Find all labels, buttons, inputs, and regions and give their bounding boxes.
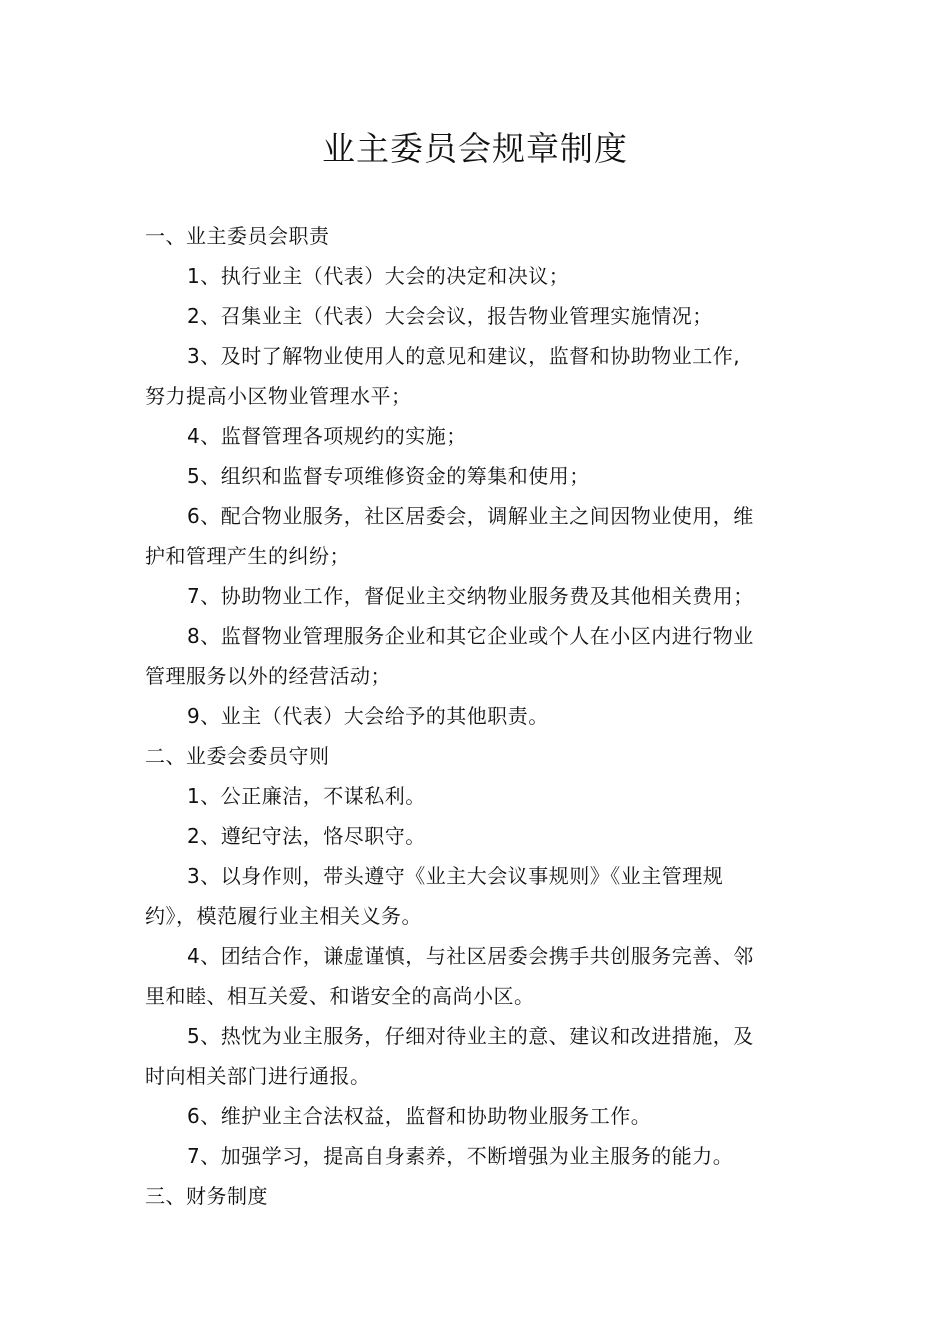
document-body (145, 216, 807, 1216)
text-line: 4、监督管理各项规约的实施； (187, 424, 467, 448)
document-title: 业主委员会规章制度 (322, 129, 628, 168)
text-line: 努力提高小区物业管理水平； (145, 384, 412, 408)
text-line: 3、以身作则，带头遵守《业主大会议事规则》《业主管理规 (187, 864, 724, 888)
text-line: 1、公正廉洁，不谋私利。 (187, 784, 426, 808)
text-line: 里和睦、相互关爱、和谐安全的高尚小区。 (145, 984, 535, 1008)
text-line: 三、财务制度 (145, 1184, 268, 1208)
text-line: 时向相关部门进行通报。 (145, 1064, 371, 1088)
text-line: 6、维护业主合法权益，监督和协助物业服务工作。 (187, 1104, 652, 1128)
text-line: 4、团结合作，谦虚谨慎，与社区居委会携手共创服务完善、邻 (187, 944, 754, 968)
text-line: 7、协助物业工作，督促业主交纳物业服务费及其他相关费用； (187, 584, 754, 608)
text-line: 二、业委会委员守则 (145, 744, 330, 768)
text-line: 管理服务以外的经营活动； (145, 664, 391, 688)
text-line: 9、业主（代表）大会给予的其他职责。 (187, 704, 549, 728)
text-line: 1、执行业主（代表）大会的决定和决议； (187, 264, 570, 288)
text-line: 6、配合物业服务，社区居委会，调解业主之间因物业使用，维 (187, 504, 754, 528)
text-line: 护和管理产生的纠纷； (145, 544, 350, 568)
text-line: 约》，模范履行业主相关义务。 (145, 904, 422, 928)
text-line: 一、业主委员会职责 (145, 224, 330, 248)
text-line: 7、加强学习，提高自身素养，不断增强为业主服务的能力。 (187, 1144, 734, 1168)
text-line: 2、召集业主（代表）大会会议，报告物业管理实施情况； (187, 304, 713, 328)
text-line: 5、组织和监督专项维修资金的筹集和使用； (187, 464, 590, 488)
text-line: 8、监督物业管理服务企业和其它企业或个人在小区内进行物业 (187, 624, 754, 648)
text-line: 5、热忱为业主服务，仔细对待业主的意、建议和改进措施，及 (187, 1024, 754, 1048)
text-line: 2、遵纪守法，恪尽职守。 (187, 824, 426, 848)
text-line: 3、及时了解物业使用人的意见和建议，监督和协助物业工作, (187, 344, 741, 368)
